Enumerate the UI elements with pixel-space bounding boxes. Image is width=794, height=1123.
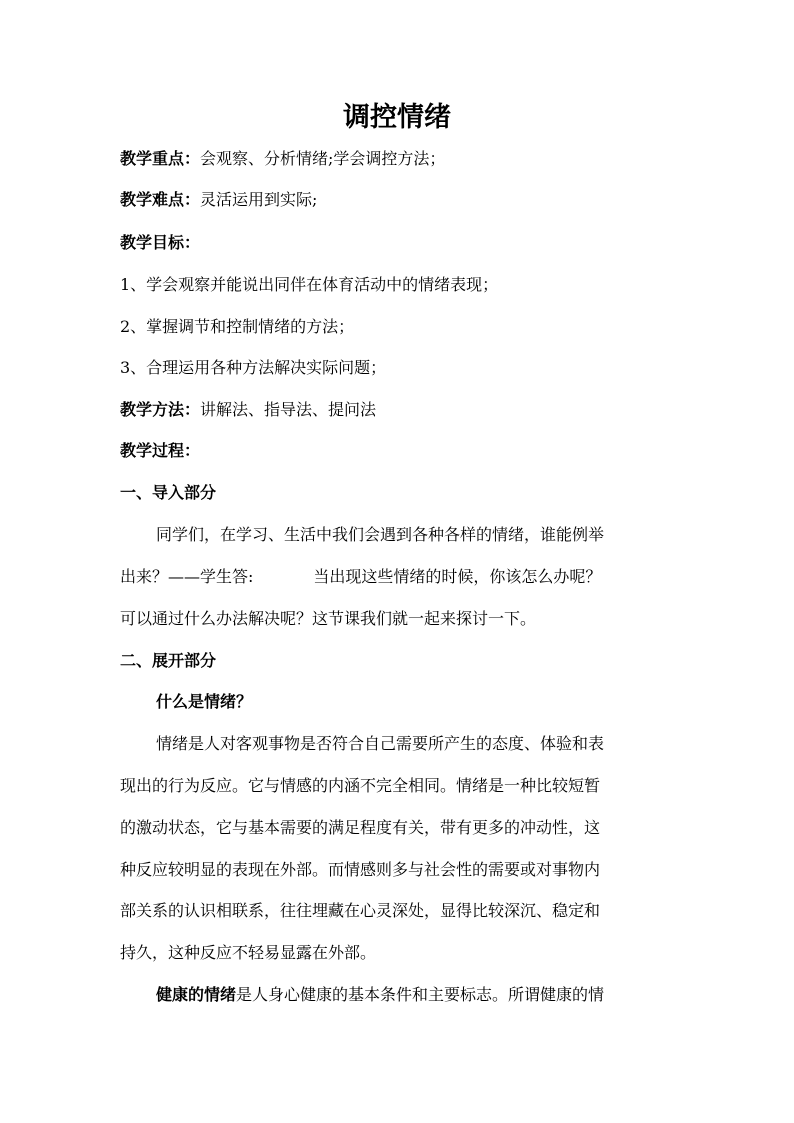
methods-label: 教学方法： [120, 400, 201, 419]
key-points-line [120, 148, 680, 170]
section-heading: 二、展开部分 [120, 651, 217, 670]
healthy-emotion-text: 是人身心健康的基本条件和主要标志。所谓健康的情 [236, 985, 605, 1004]
difficulties-line [120, 189, 680, 211]
paragraph-line: 同学们，在学习、生活中我们会遇到各种各样的情绪，谁能例举 [156, 525, 605, 544]
paragraph-line: 现出的行为反应。它与情感的内涵不完全相同。情绪是一种比较短暂 [120, 776, 601, 795]
paragraph-line: 的激动状态，它与基本需要的满足程度有关，带有更多的冲动性，这 [120, 818, 601, 837]
difficulties-label: 教学难点： [120, 190, 201, 209]
subheading: 什么是情绪？ [156, 692, 253, 711]
objective-item: 1、学会观察并能说出同伴在体育活动中的情绪表现； [120, 275, 499, 294]
objective-item: 3、合理运用各种方法解决实际问题； [120, 358, 387, 377]
paragraph-line [156, 984, 680, 1006]
student-answer-prompt: 出来？——学生答: [120, 567, 254, 586]
paragraph-line: 种反应较明显的表现在外部。而情感则多与社会性的需要或对事物内 [120, 860, 601, 879]
paragraph-line: 可以通过什么办法解决呢？这节课我们就一起来探讨一下。 [120, 609, 537, 628]
paragraph-line: 部关系的认识相联系，往往埋藏在心灵深处，显得比较深沉、稳定和 [120, 901, 601, 920]
paragraph-line [120, 566, 680, 588]
objectives-label: 教学目标： [120, 233, 201, 252]
difficulties-text: 灵活运用到实际; [200, 190, 318, 209]
paragraph-line: 情绪是人对客观事物是否符合自己需要所产生的态度、体验和表 [156, 734, 605, 753]
objective-item: 2、掌握调节和控制情绪的方法； [120, 317, 355, 336]
methods-line [120, 399, 680, 421]
methods-text: 讲解法、指导法、提问法 [200, 400, 377, 419]
paragraph-line: 持久，这种反应不轻易显露在外部。 [120, 943, 377, 962]
process-label: 教学过程： [120, 441, 201, 460]
healthy-emotion-term: 健康的情绪 [156, 985, 237, 1004]
question-text: 当出现这些情绪的时候，你该怎么办呢？ [313, 567, 602, 586]
section-heading: 一、导入部分 [120, 483, 217, 502]
page-title: 调控情绪 [343, 102, 451, 133]
key-points-label: 教学重点： [120, 149, 201, 168]
key-points-text: 会观察、分析情绪;学会调控方法； [200, 149, 446, 168]
